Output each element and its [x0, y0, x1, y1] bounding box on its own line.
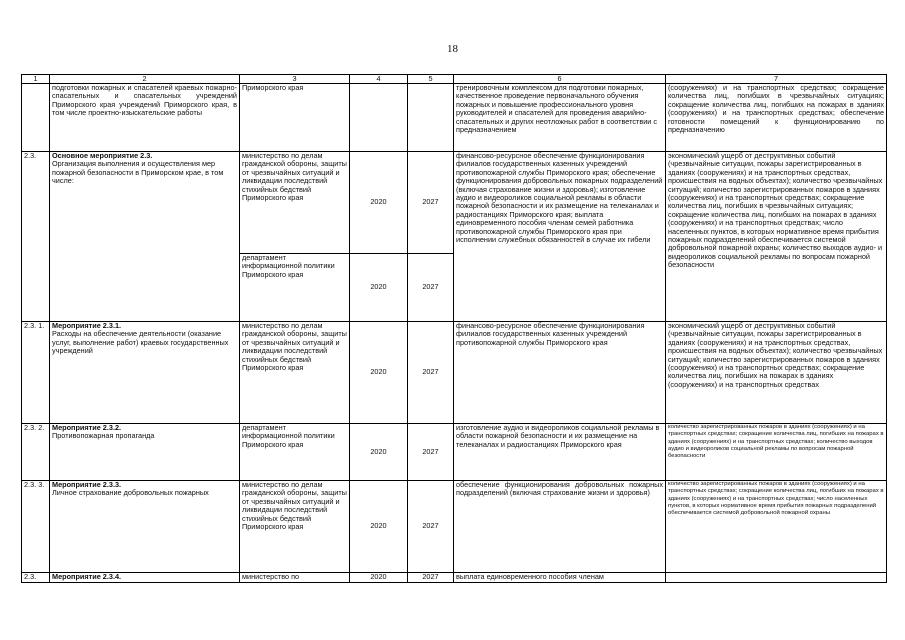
- table-row: [22, 424, 887, 481]
- end-year: 2027: [408, 322, 454, 424]
- start-year: 2020: [350, 322, 408, 424]
- start-year: 2020: [350, 152, 408, 254]
- row-number: 2.3.: [22, 573, 50, 583]
- row-number: 2.3. 1.: [22, 322, 50, 424]
- indicator-link: экономический ущерб от деструктивных событий (чрезвычайные ситуации, пожары зарегистрированных в зданиях (сооружениях) и на транспортных средствах, происшествия на водных объектах); количество чрезвычайных ситуаций; количество зарегистрированных пожаров в зданиях (сооружениях) и на транспортных средствах; сокращение количества лиц, погибших на пожарах в зданиях (сооружениях) и на транспортных средствах: [666, 322, 887, 424]
- measure-title: Мероприятие 2.3.2.: [52, 423, 122, 432]
- indicator-link: (сооружениях) и на транспортных средствах; сокращение количества лиц, погибших в чрезвычайных ситуациях; сокращение количества лиц, погибших на пожарах в зданиях (сооружениях) и на транспортных средствах; обеспечение готовности помещений к функционированию по предназначению: [666, 84, 887, 152]
- executor: Приморского края: [240, 84, 350, 152]
- measure-title: Мероприятие 2.3.4.: [52, 572, 122, 581]
- col-num-7: 7: [666, 75, 887, 84]
- end-year: 2027: [408, 481, 454, 573]
- measure-title: Основное мероприятие 2.3.: [52, 151, 153, 160]
- start-year: 2020: [350, 254, 408, 322]
- table-row: [22, 322, 887, 424]
- measure-description: [50, 322, 240, 424]
- measure-description: подготовки пожарных и спасателей краевых пожарно-спасательных и спасательных учреждений Приморского края учреждений Приморского края, в том числе проектно-изыскательские работы: [50, 84, 240, 152]
- measure-description: [50, 573, 240, 583]
- expected-result: обеспечение функционирования добровольных пожарных подразделений (включая страхование жизни и здоровья): [454, 481, 666, 573]
- page-number: 18: [447, 43, 458, 55]
- col-num-4: 4: [350, 75, 408, 84]
- col-num-3: 3: [240, 75, 350, 84]
- start-year: 2020: [350, 424, 408, 481]
- indicator-link: количество зарегистрированных пожаров в зданиях (сооружениях) и на транспортных средствах; сокращение количества лиц, погибших на пожарах в зданиях (сооружениях) и на транспортных средствах; число населенных пунктов, в которых нормативное время прибытия пожарных подразделений обеспечивается системой добровольной пожарной охраны: [666, 481, 887, 573]
- end-year: 2027: [408, 152, 454, 254]
- table-row: [22, 481, 887, 573]
- col-num-1: 1: [22, 75, 50, 84]
- row-number: 2.3. 2.: [22, 424, 50, 481]
- executor: министерство по делам гражданской обороны, защиты от чрезвычайных ситуаций и ликвидации последствий стихийных бедствий Приморского края: [240, 152, 350, 254]
- row-number: 2.3.: [22, 152, 50, 322]
- expected-result: финансово-ресурсное обеспечение функционирования филиалов государственных казенных учреждений противопожарной службы Приморского края; обеспечение функционирования добровольных пожарных подразделений (включая страхование жизни и здоровья); изготовление аудио и видеороликов социальной рекламы в области пожарной безопасности и их размещение на телеканалах и радиостанциях Приморского края; выплата единовременного пособия членам семей работника противопожарной службы Приморского края при исполнении служебных обязанностей в случае их гибели: [454, 152, 666, 322]
- measure-text: Противопожарная пропаганда: [52, 431, 155, 441]
- start-year: 2020: [350, 481, 408, 573]
- measure-text: Расходы на обеспечение деятельности (оказание услуг, выполнение работ) краевых государственных учреждений: [52, 329, 229, 356]
- start-year: 2020: [350, 573, 408, 583]
- executor: министерство по делам гражданской обороны, защиты от чрезвычайных ситуаций и ликвидации последствий стихийных бедствий Приморского края: [240, 322, 350, 424]
- col-num-6: 6: [454, 75, 666, 84]
- expected-result: выплата единовременного пособия членам: [454, 573, 666, 583]
- measure-description: [50, 481, 240, 573]
- end-year: 2027: [408, 254, 454, 322]
- expected-result: изготовление аудио и видеороликов социальной рекламы в области пожарной безопасности и их размещение на телеканалах и радиостанциях Приморского края: [454, 424, 666, 481]
- end-year: 2027: [408, 424, 454, 481]
- end-year: 2027: [408, 573, 454, 583]
- col-num-5: 5: [408, 75, 454, 84]
- indicator-link: [666, 573, 887, 583]
- end-year: [408, 84, 454, 152]
- start-year: [350, 84, 408, 152]
- measures-table: [21, 74, 887, 583]
- row-number: [22, 84, 50, 152]
- col-num-2: 2: [50, 75, 240, 84]
- column-number-row: [22, 75, 887, 84]
- expected-result: тренировочным комплексом для подготовки пожарных, качественное проведение первоначального обучения пожарных и повышение профессионального уровня руководителей и спасателей для проведения аварийно-спасательных и других неотложных работ в соответствии с предназначением: [454, 84, 666, 152]
- measure-description: [50, 152, 240, 322]
- executor: министерство по делам гражданской обороны, защиты от чрезвычайных ситуаций и ликвидации последствий стихийных бедствий Приморского края: [240, 481, 350, 573]
- executor: департамент информационной политики Приморского края: [240, 424, 350, 481]
- measure-title: Мероприятие 2.3.1.: [52, 321, 122, 330]
- expected-result: финансово-ресурсное обеспечение функционирования филиалов государственных казенных учреждений противопожарной службы Приморского края: [454, 322, 666, 424]
- table-row: [22, 573, 887, 583]
- indicator-link: экономический ущерб от деструктивных событий (чрезвычайные ситуации, пожары зарегистрированных в зданиях (сооружениях) и на транспортных средствах, происшествия на водных объектах); количество чрезвычайных ситуаций; количество зарегистрированных пожаров в зданиях (сооружениях) и на транспортных средствах; сокращение количества лиц, погибших в чрезвычайных ситуациях; сокращение количества лиц, погибших на пожарах в зданиях (сооружениях) и на транспортных средствах; число населенных пунктов, в которых нормативное время прибытия пожарных подразделений обеспечивается системой добровольной пожарной охраны; количество выходов аудио- и видеороликов социальной рекламы по вопросам пожарной безопасности: [666, 152, 887, 322]
- table-row: [22, 152, 887, 254]
- executor: министерство по: [240, 573, 350, 583]
- executor: департамент информационной политики Приморского края: [240, 254, 350, 322]
- measure-description: [50, 424, 240, 481]
- measure-text: Личное страхование добровольных пожарных: [52, 488, 209, 498]
- table-row: [22, 84, 887, 152]
- indicator-link: количество зарегистрированных пожаров в зданиях (сооружениях) и на транспортных средствах; сокращение количества лиц, погибших на пожарах в зданиях (сооружениях) и на транспортных средствах; количество выходов аудио и видеороликов социальной рекламы по вопросам пожарной безопасности: [666, 424, 887, 481]
- measure-title: Мероприятие 2.3.3.: [52, 480, 122, 489]
- row-number: 2.3. 3.: [22, 481, 50, 573]
- measure-text: Организация выполнения и осуществления мер пожарной безопасности в Приморском крае, в том числе:: [52, 159, 224, 186]
